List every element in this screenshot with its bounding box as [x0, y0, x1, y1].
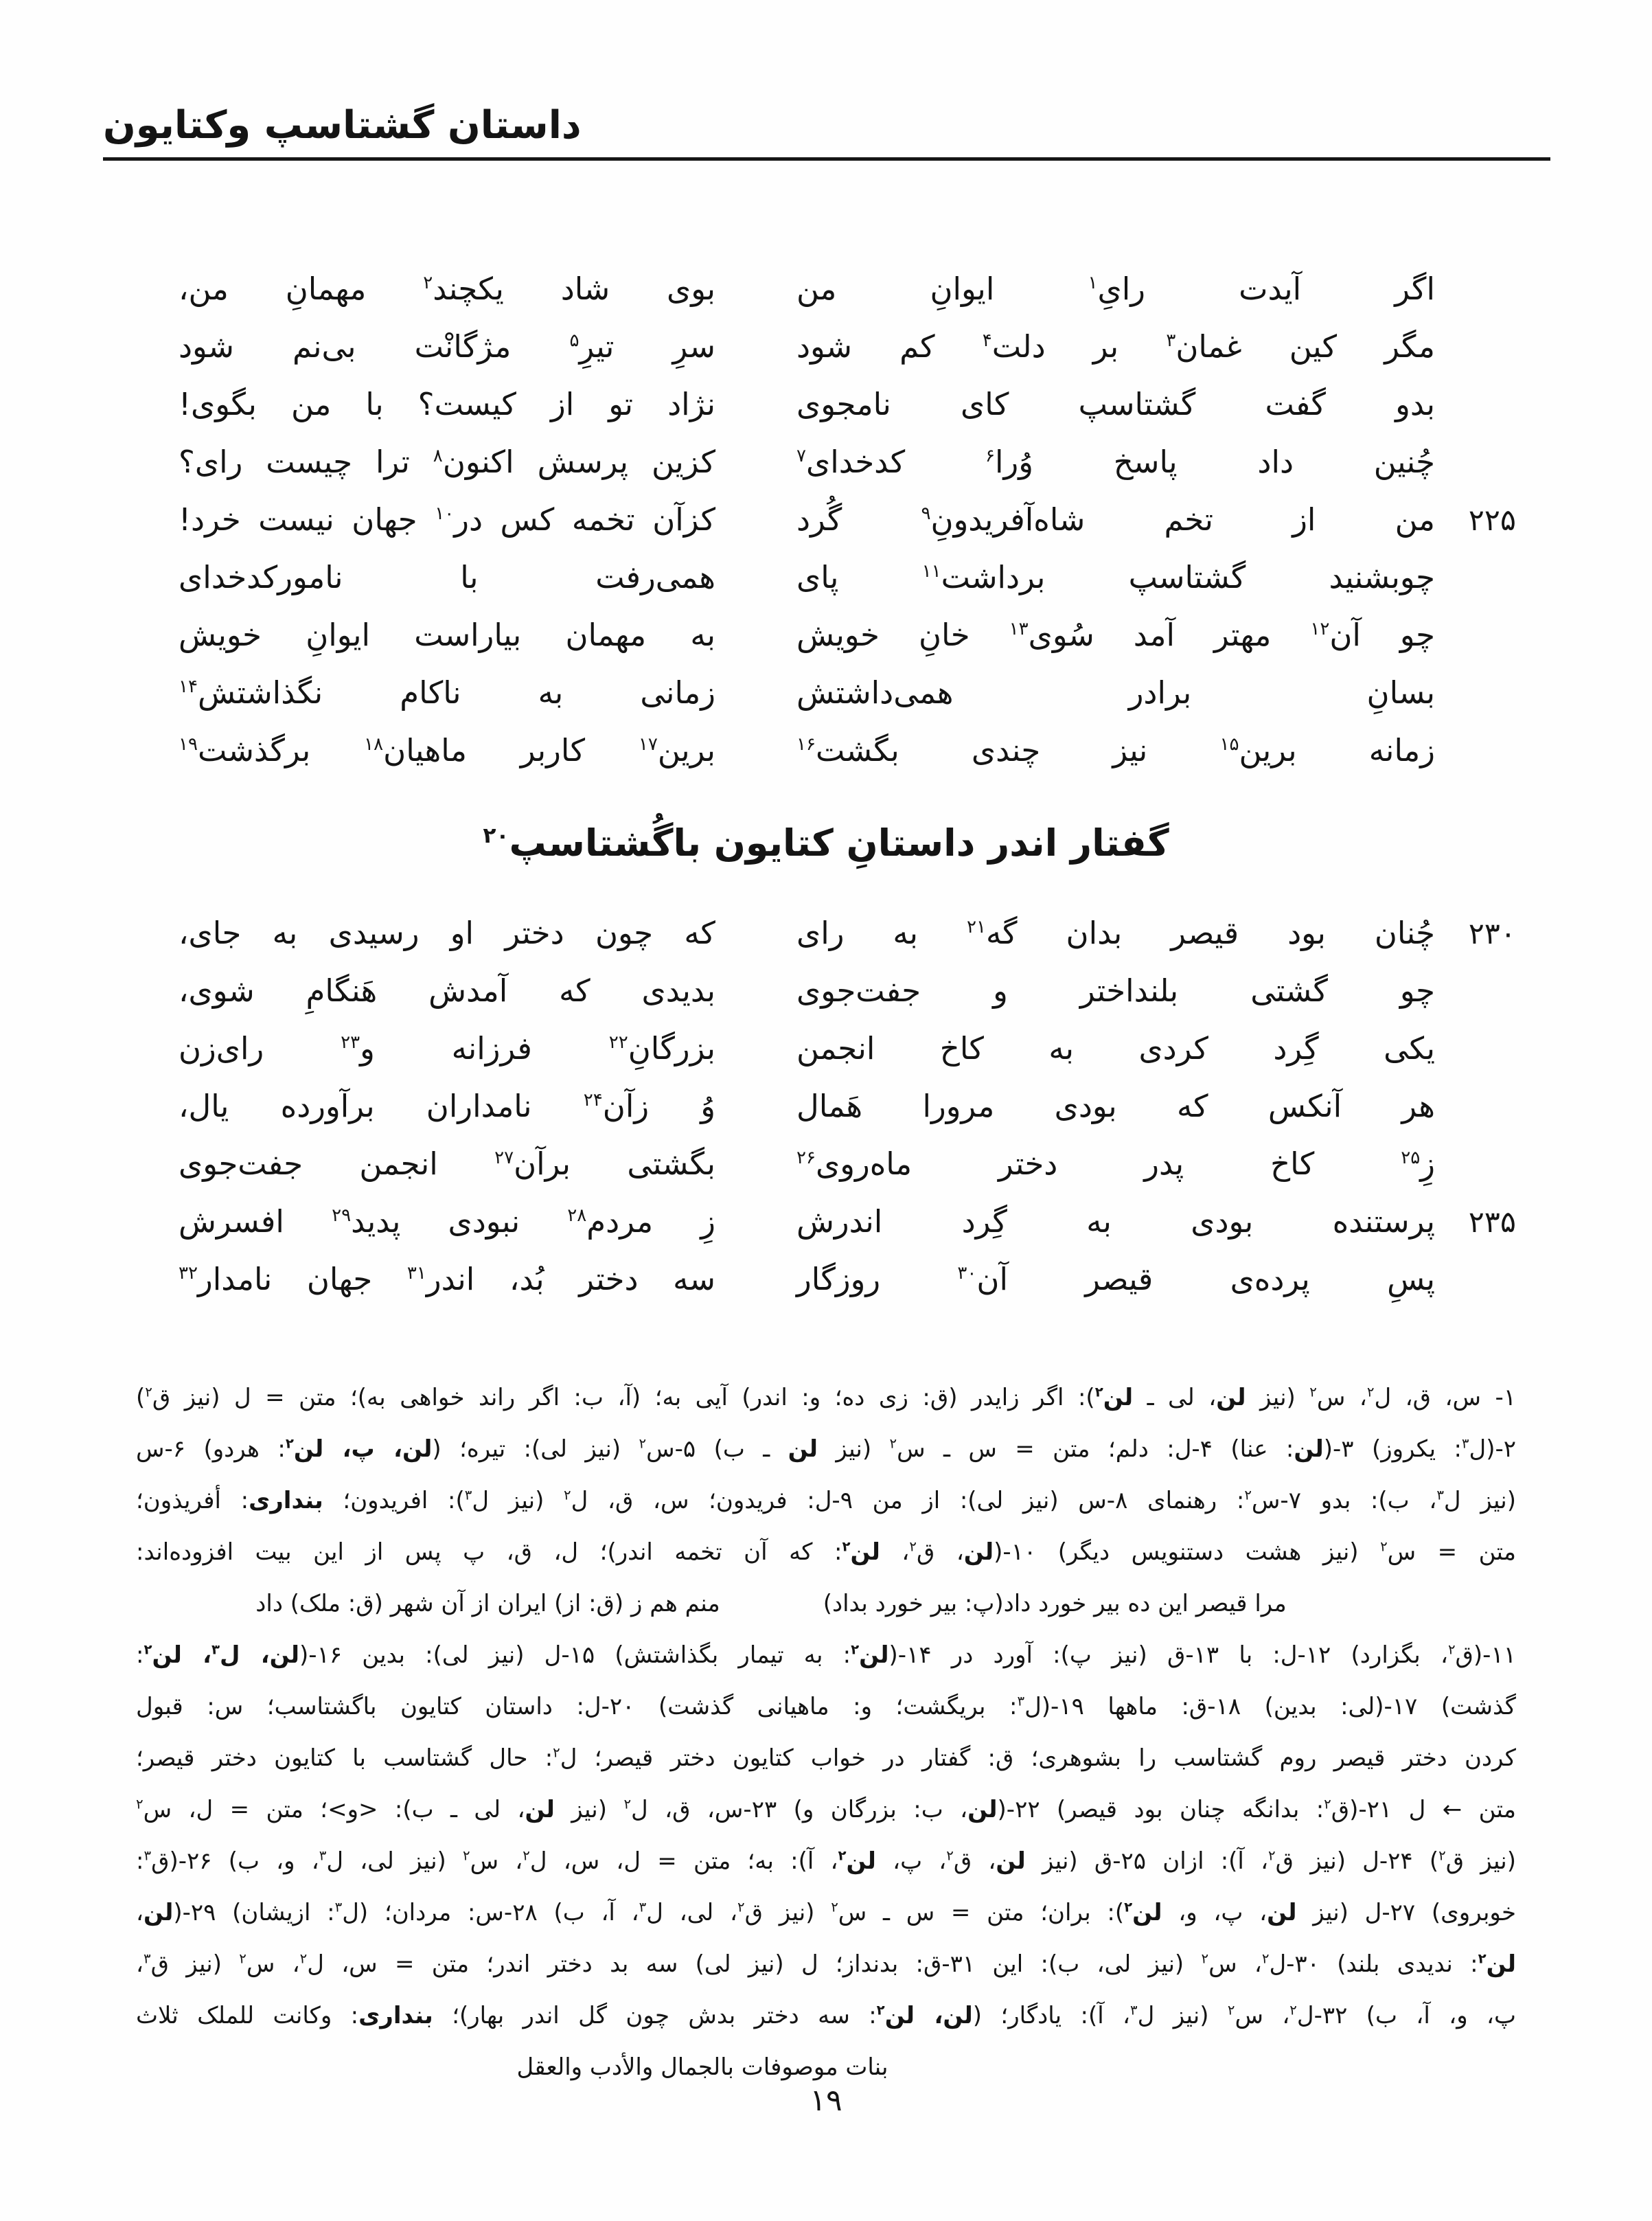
first-hemistich: بدو گفت گشتاسپ کای نامجوی	[796, 386, 1435, 422]
second-hemistich: نژاد تو از کیست؟ با من بگوی!	[179, 386, 715, 422]
verse-row	[136, 328, 1516, 386]
second-hemistich: همی‌رفت با نامورکدخدای	[179, 559, 715, 595]
quote-first-hemistich: مرا قیصر این ده بیر خورد داد(پ: بیر خورد بداد)	[823, 1590, 1287, 1617]
footnotes	[136, 1372, 1516, 2093]
first-hemistich: مگر کین غمان$^۳$ بر دلت$^۴$ کم شود	[796, 328, 1435, 365]
poem-block-2	[136, 915, 1516, 1319]
first-hemistich: چو گشتی بلنداختر و جفت‌جوی	[796, 972, 1435, 1009]
second-hemistich: سه دختر بُد، اندر$^{۳۱}$ جهان نامدار$^{۳۲}$	[179, 1261, 715, 1297]
verse-row	[136, 617, 1516, 674]
first-hemistich: اگر آیدت رایِ$^۱$ ایوانِ من	[796, 271, 1435, 307]
verse-number: ۲۳۵	[1468, 1205, 1516, 1240]
verse-row	[136, 1146, 1516, 1203]
verse-number: ۲۳۰	[1468, 917, 1516, 951]
first-hemistich: زِ$^{۲۵}$ کاخ پدر دختر ماه‌روی$^{۲۶}$	[796, 1146, 1435, 1182]
section-heading: گفتار اندر داستانِ کتایون باگُشتاسپ$^{۲۰}$	[483, 821, 1169, 865]
footnote-line: پ، و، آ، ب) ۳۲-ل$^۲$، س$^۲$ (نیز ل$^۳$، آ): یادگار؛ (لن، لن$^۲$: سه دختر بدش چون گل اندر بهار)؛ بنداری: وكانت للملک ثلاث	[136, 2002, 1516, 2029]
first-hemistich: من از تخم شاه‌آفریدونِ$^۹$ گُرد	[796, 501, 1435, 538]
second-hemistich: کزآن تخمه کس در$^{۱۰}$ جهان نیست خرد!	[179, 501, 715, 538]
footnote-line: خوبروی) ۲۷-ل (نیز لن، پ، و، لن$^۲$): بران؛ متن = س ـ س$^۲$ (نیز ق$^۲$، لی، ل$^۳$، آ، ب) ۲۸-س: مردان؛ (ل$^۳$: ازیشان) ۲۹-(لن،	[136, 1899, 1517, 1926]
first-hemistich: هر آنکس که بودی مرورا هَمال	[796, 1088, 1435, 1124]
first-hemistich: زمانه برین$^{۱۵}$ نیز چندی بگشت$^{۱۶}$	[796, 732, 1435, 768]
footnote-line: گذشت) ۱۷-(لی: بدین) ۱۸-ق: ماهها ۱۹-(ل$^۳$: بریگشت؛ و: ماهیانی گذشت) ۲۰-ل: داستان کتایون باگشتاسب؛ س: قبول	[136, 1693, 1516, 1720]
verse-row	[136, 1088, 1516, 1146]
first-hemistich: پسِ پرده‌ی قیصر آن$^{۳۰}$ روزگار	[796, 1261, 1435, 1297]
verse-row	[136, 386, 1516, 444]
second-hemistich: بوی شاد یکچند$^۲$ مهمانِ من،	[179, 271, 715, 307]
first-hemistich: چوبشنید گشتاسپ برداشت$^{۱۱}$ پای	[796, 559, 1435, 595]
verse-row	[136, 1261, 1516, 1319]
footnote-line: بنات موصوفات بالجمال والأدب والعقل	[516, 2053, 888, 2081]
first-hemistich: بسانِ برادر همی‌داشتش	[796, 674, 1435, 711]
first-hemistich: چُنان بود قیصر بدان گه$^{۲۱}$ به رای	[796, 915, 1435, 951]
second-hemistich: وُ زآن$^{۲۴}$ نامداران برآورده یال،	[179, 1088, 715, 1124]
verse-row	[136, 444, 1516, 501]
second-hemistich: کزین پرسش اکنون$^۸$ ترا چیست رای؟	[179, 444, 715, 480]
book-title: داستان گشتاسپ وکتایون	[103, 103, 582, 148]
footnote-line: ۲-(ل$^۳$: یکروز) ۳-(لن: عنا) ۴-ل: دلم؛ متن = س ـ س$^۲$ (نیز لن ـ ب) ۵-س$^۲$ (نیز لی): تیره؛ (لن، پ، لن$^۲$: هردو) ۶-س	[136, 1435, 1517, 1463]
second-hemistich: که چون دختر او رسیدی به جای،	[179, 915, 715, 951]
footnote-line: ۱۱-(ق$^۲$، بگزارد) ۱۲-ل: با ۱۳-ق (نیز پ): آورد در ۱۴-(لن$^۲$: به تیمار بگذاشتش) ۱۵-ل (نیز لی): بدین ۱۶-(لن، ل$^۳$، لن$^۲$:	[136, 1641, 1516, 1669]
verse-row	[136, 271, 1516, 328]
verse-number: ۲۲۵	[1468, 503, 1516, 538]
second-hemistich: سرِ تیرِ$^۵$ مژگانْت بی‌نم شود	[179, 328, 715, 365]
verse-row	[136, 559, 1516, 617]
first-hemistich: چُنین داد پاسخ وُرا$^۶$ کدخدای$^۷$	[796, 444, 1435, 480]
second-hemistich: برین$^{۱۷}$ کاربر ماهیان$^{۱۸}$ برگذشت$^{۱۹}$	[179, 732, 715, 768]
second-hemistich: بدیدی که آمدش هَنگامِ شوی،	[179, 972, 715, 1009]
second-hemistich: زمانی به ناکام نگذاشتش$^{۱۴}$	[179, 674, 715, 711]
poem-block-1	[136, 271, 1516, 790]
verse-row	[136, 915, 1516, 972]
footnote-line: (نیز ل$^۳$، ب): بدو ۷-س$^۲$: رهنمای ۸-س (نیز لی): از من ۹-ل: فریدون؛ س، ق، ل$^۲$ (نیز ل$^۳$): افریدون؛ بنداری: أفریذون؛	[136, 1487, 1516, 1514]
verse-row	[136, 1203, 1516, 1261]
footnote-line: لن$^۲$: ندیدی بلند) ۳۰-ل$^۲$، س$^۲$ (نیز لی، ب): این ۳۱-ق: بدنداز؛ ل (نیز لی) سه بد دختر اندر؛ متن = س، ل$^۲$، س$^۲$ (نیز ق$^۳$،	[136, 1950, 1516, 1978]
first-hemistich: چو آن$^{۱۲}$ مهتر آمد سُوی$^{۱۳}$ خانِ خویش	[796, 617, 1435, 653]
second-hemistich: بگشتی برآن$^{۲۷}$ انجمن جفت‌جوی	[179, 1146, 715, 1182]
footnote-line: (نیز ق$^۲$) ۲۴-ل (نیز ق$^۲$، آ): ازان ۲۵-ق (نیز لن، ق$^۲$، پ، لن$^۲$، آ): به؛ متن = ل، س، ل$^۲$، س$^۲$ (نیز لی، ل$^۳$، و، ب) ۲۶-(ق$^۳$:	[136, 1847, 1517, 1875]
footnote-line: متن ← ل ۲۱-(ق$^۲$: بدانگه چنان بود قیصر) ۲۲-(لن، ب: بزرگان و) ۲۳-س، ق، ل$^۲$ (نیز لن، لی ـ ب): <و>؛ متن = ل، س$^۲$	[136, 1796, 1516, 1823]
verse-row	[136, 1030, 1516, 1088]
quote-second-hemistich: منم هم ز (ق: از) ایران از آن شهر (ق: ملک) داد	[255, 1590, 720, 1617]
second-hemistich: بزرگانِ$^{۲۲}$ فرزانه و$^{۲۳}$ رای‌زن	[179, 1030, 715, 1067]
footnote-line: ۱- س، ق، ل$^۲$، س$^۲$ (نیز لن، لی ـ لن$^۲$): اگر زایدر (ق: زی ده؛ و: اندر) آیی به؛ (آ، ب: اگر راند خواهی به)؛ متن = ل (نیز ق$^۲$)	[136, 1384, 1516, 1411]
verse-row	[136, 732, 1516, 790]
verse-row	[136, 972, 1516, 1030]
footnote-line: متن = س$^۲$ (نیز هشت دستنویس دیگر) ۱۰-(لن، ق$^۲$، لن$^۲$: که آن تخمه اندر)؛ ل، ق، پ پس از این بیت افزوده‌اند:	[136, 1538, 1516, 1566]
footnote-line: کردن دختر قیصر روم گشتاسب را بشوهری؛ ق: گفتار در خواب کتایون دختر قیصر؛ ل$^۲$: حال گشتاسب با کتایون دختر قیصر؛	[136, 1744, 1516, 1772]
first-hemistich: یکی گِرد کردی به کاخ انجمن	[796, 1030, 1435, 1067]
page-number: ۱۹	[810, 2083, 842, 2118]
running-header	[103, 0, 1550, 161]
verse-row	[136, 674, 1516, 732]
second-hemistich: به مهمان بیاراست ایوانِ خویش	[179, 617, 715, 653]
first-hemistich: پرستنده بودی به گِرد اندرش	[796, 1203, 1435, 1240]
footnote-verse-quote	[255, 1578, 1287, 1630]
verse-row	[136, 501, 1516, 559]
second-hemistich: زِ مردم$^{۲۸}$ نبودی پدید$^{۲۹}$ افسرش	[179, 1203, 715, 1240]
